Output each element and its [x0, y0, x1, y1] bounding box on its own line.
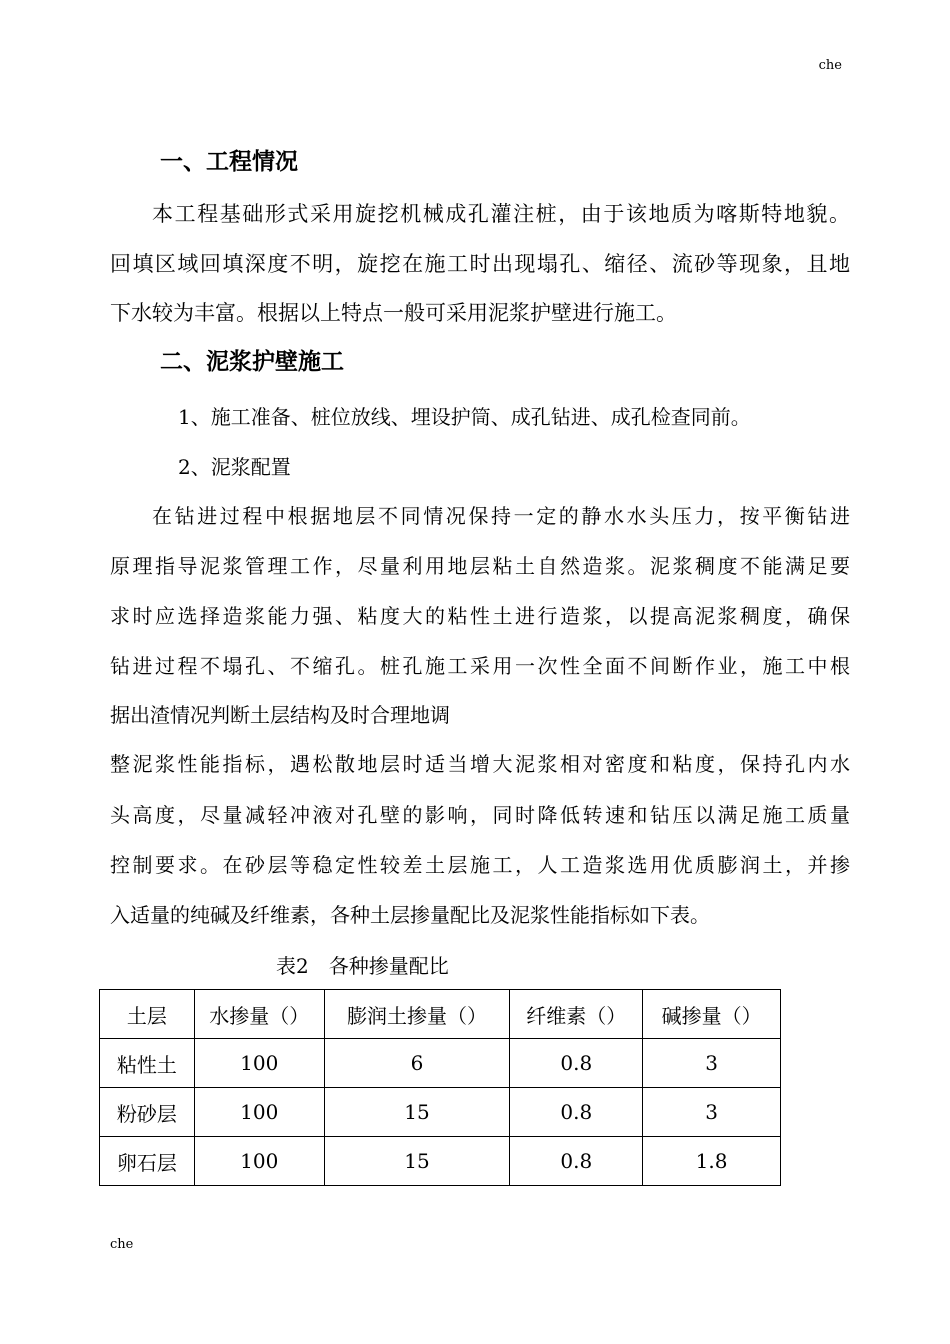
list-item-2: 2、泥浆配置 — [178, 455, 291, 479]
table-cell: 粘性土 — [100, 1039, 195, 1088]
table-cell: 100 — [194, 1039, 324, 1088]
paragraph-line: 原理指导泥浆管理工作，尽量利用地层粘土自然造浆。泥浆稠度不能满足要 — [110, 554, 850, 578]
paragraph-line: 控制要求。在砂层等稳定性较差土层施工，人工造浆选用优质膨润土，并掺 — [110, 853, 850, 877]
table-cell: 3 — [643, 1039, 781, 1088]
table-cell: 0.8 — [510, 1039, 643, 1088]
table-caption: 表2 各种掺量配比 — [276, 954, 449, 978]
table-header-cell: 膨润土掺量（） — [324, 990, 510, 1039]
list-item-1: 1、施工准备、桩位放线、埋设护筒、成孔钻进、成孔检查同前。 — [178, 405, 751, 429]
section-heading-1: 一、工程情况 — [160, 149, 298, 175]
paragraph-line: 据出渣情况判断土层结构及时合理地调 — [110, 703, 450, 727]
paragraph-line: 回填区域回填深度不明，旋挖在施工时出现塌孔、缩径、流砂等现象，且地 — [110, 252, 850, 276]
table-row — [100, 1088, 781, 1137]
table-row — [100, 1039, 781, 1088]
paragraph-line: 钻进过程不塌孔、不缩孔。桩孔施工采用一次性全面不间断作业，施工中根 — [110, 654, 850, 678]
table-cell: 0.8 — [510, 1137, 643, 1186]
table-cell: 1.8 — [643, 1137, 781, 1186]
table-cell: 卵石层 — [100, 1137, 195, 1186]
paragraph-line: 求时应选择造浆能力强、粘度大的粘性土进行造浆，以提高泥浆稠度，确保 — [110, 604, 850, 628]
table-cell: 15 — [324, 1088, 510, 1137]
table-header-cell: 水掺量（） — [194, 990, 324, 1039]
table-header-row — [100, 990, 781, 1039]
table-header-cell: 纤维素（） — [510, 990, 643, 1039]
table-cell: 0.8 — [510, 1088, 643, 1137]
page-header: che — [818, 58, 842, 73]
paragraph-line: 整泥浆性能指标，遇松散地层时适当增大泥浆相对密度和粘度，保持孔内水 — [110, 752, 850, 776]
table-cell: 100 — [194, 1137, 324, 1186]
mix-ratio-table — [99, 989, 781, 1186]
table-row — [100, 1137, 781, 1186]
page-footer: che — [110, 1237, 134, 1252]
table-cell: 100 — [194, 1088, 324, 1137]
table-cell: 粉砂层 — [100, 1088, 195, 1137]
table-cell: 6 — [324, 1039, 510, 1088]
paragraph-line: 下水较为丰富。根据以上特点一般可采用泥浆护壁进行施工。 — [110, 301, 677, 325]
paragraph-line: 在钻进过程中根据地层不同情况保持一定的静水水头压力，按平衡钻进 — [152, 504, 850, 528]
paragraph-line: 本工程基础形式采用旋挖机械成孔灌注桩，由于该地质为喀斯特地貌。 — [152, 202, 850, 226]
paragraph-line: 头高度，尽量减轻冲液对孔壁的影响，同时降低转速和钻压以满足施工质量 — [110, 803, 850, 827]
table-header-cell: 碱掺量（） — [643, 990, 781, 1039]
paragraph-line: 入适量的纯碱及纤维素，各种土层掺量配比及泥浆性能指标如下表。 — [110, 903, 710, 927]
table-cell: 15 — [324, 1137, 510, 1186]
table-cell: 3 — [643, 1088, 781, 1137]
section-heading-2: 二、泥浆护壁施工 — [160, 349, 344, 375]
table-header-cell: 土层 — [100, 990, 195, 1039]
